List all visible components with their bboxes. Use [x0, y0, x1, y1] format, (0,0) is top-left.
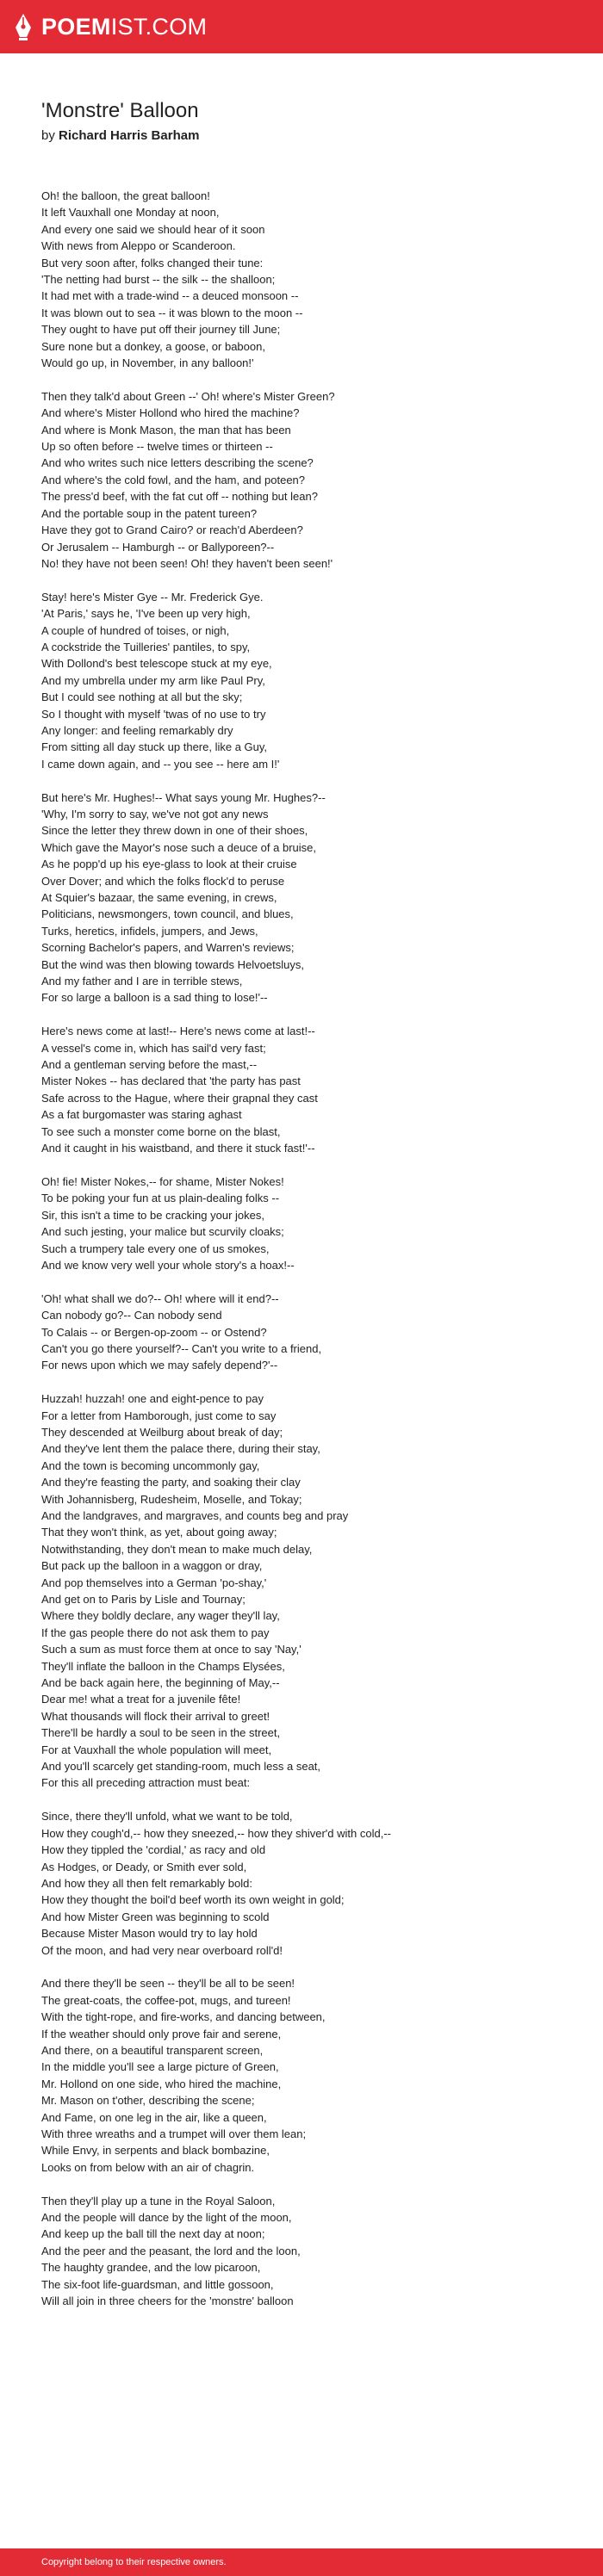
poem-line: Would go up, in November, in any balloon!' [41, 356, 254, 370]
poem-line: Huzzah! huzzah! one and eight-pence to pay [41, 1392, 264, 1406]
poem-line: From sitting all day stuck up there, like a Guy, [41, 740, 268, 754]
poem-line: And my father and I are in terrible stews, [41, 975, 243, 988]
poem-line: For this all preceding attraction must beat: [41, 1776, 251, 1790]
poem-line: With news from Aleppo or Scanderoon. [41, 239, 236, 253]
poem-line: Mr. Mason on t'other, describing the scene; [41, 2094, 255, 2108]
poem-line: And a gentleman serving before the mast,-- [41, 1058, 258, 1072]
poem-line: A couple of hundred of toises, or nigh, [41, 623, 230, 637]
poem-line: But very soon after, folks changed their tune: [41, 256, 264, 269]
poem-line: And the people will dance by the light of the moon, [41, 2211, 292, 2224]
poem-line: Stay! here's Mister Gye -- Mr. Frederick Gye. [41, 590, 264, 604]
poem-line: And we know very well your whole story's a hoax!-- [41, 1258, 295, 1272]
poem-line: As Hodges, or Deady, or Smith ever sold, [41, 1860, 247, 1873]
poem-line: A vessel's come in, which has sail'd very fast; [41, 1041, 266, 1055]
poem-line: They ought to have put off their journey till June; [41, 323, 281, 337]
poem-line: Sir, this isn't a time to be cracking your jokes, [41, 1208, 264, 1222]
poem-line: For so large a balloon is a sad thing to lose!'-- [41, 991, 268, 1005]
poem-line: Turks, heretics, infidels, jumpers, and Jews, [41, 924, 258, 938]
poem-line: Sure none but a donkey, a goose, or baboon, [41, 339, 265, 353]
poem-line: If the weather should only prove fair and serene, [41, 2027, 282, 2040]
poem-line: The haughty grandee, and the low picaroon, [41, 2261, 261, 2275]
poem-line: Up so often before -- twelve times or thirteen -- [41, 440, 273, 454]
poem-stanza [41, 1808, 575, 1959]
poem-line: And my umbrella under my arm like Paul Pry, [41, 673, 265, 687]
poem-line: With Johannisberg, Rudesheim, Moselle, and Tokay; [41, 1492, 302, 1506]
poem-line: And Fame, on one leg in the air, like a queen, [41, 2110, 267, 2124]
poem-line: But here's Mr. Hughes!-- What says young Mr. Hughes?-- [41, 790, 326, 804]
poem-line: And pop themselves into a German 'po-shay,' [41, 1576, 267, 1589]
poem-line: They descended at Weilburg about break of day; [41, 1425, 283, 1439]
poem-line: The great-coats, the coffee-pot, mugs, and tureen! [41, 1993, 291, 2007]
poem-line: It was blown out to sea -- it was blown to the moon -- [41, 306, 303, 319]
poem-line: No! they have not been seen! Oh! they haven't been seen!' [41, 556, 333, 570]
poem-line: With three wreaths and a trumpet will over them lean; [41, 2127, 307, 2140]
poem-line: Over Dover; and which the folks flock'd to peruse [41, 874, 285, 888]
poem-line: And who writes such nice letters describing the scene? [41, 456, 314, 470]
poem-line: And keep up the ball till the next day at noon; [41, 2227, 265, 2241]
poem-line: 'Why, I'm sorry to say, we've not got any news [41, 807, 269, 820]
poem-line: And where is Monk Mason, the man that has been [41, 423, 291, 437]
poem-line: There'll be hardly a soul to be seen in the street, [41, 1726, 281, 1740]
poem-line: Mister Nokes -- has declared that 'the party has past [41, 1074, 301, 1088]
poem-line: And where's the cold fowl, and the ham, and poteen? [41, 473, 306, 486]
poem-line: They'll inflate the balloon in the Champs Elysées, [41, 1659, 285, 1673]
poem-line: Politicians, newsmongers, town council, and blues, [41, 907, 294, 921]
poem-line: Since, there they'll unfold, what we want to be told, [41, 1810, 293, 1824]
poem-line: And the portable soup in the patent tureen? [41, 506, 258, 520]
poem-line: What thousands will flock their arrival to greet! [41, 1709, 270, 1723]
pen-nib-icon [14, 13, 33, 40]
poem-line: The six-foot life-guardsman, and little gossoon, [41, 2277, 274, 2291]
poem-title: 'Monstre' Balloon [41, 99, 199, 122]
poem-line: Which gave the Mayor's nose such a deuce of a bruise, [41, 840, 316, 854]
poem-line: And it caught in his waistband, and there it stuck fast!'-- [41, 1142, 315, 1155]
poem-line: Because Mister Mason would try to lay hold [41, 1927, 258, 1941]
poem-line: As a fat burgomaster was staring aghast [41, 1108, 242, 1122]
poem-line: And the town is becoming uncommonly gay, [41, 1458, 260, 1472]
poem-line: Any longer: and feeling remarkably dry [41, 723, 233, 737]
poem-line: For a letter from Hamborough, just come to say [41, 1409, 277, 1422]
poem-line: And where's Mister Hollond who hired the machine? [41, 406, 300, 420]
poem-line: And there, on a beautiful transparent screen, [41, 2043, 264, 2057]
poem-line: In the middle you'll see a large picture of Green, [41, 2060, 279, 2074]
poem-line: Oh! the balloon, the great balloon! [41, 189, 210, 202]
poem-line: For news upon which we may safely depend?'-- [41, 1359, 278, 1372]
poem-line: Or Jerusalem -- Hamburgh -- or Ballyporeen?-- [41, 540, 275, 554]
poem-line: How they tippled the 'cordial,' as racy and old [41, 1843, 266, 1857]
poem-stanza [41, 790, 575, 1006]
poem-line: If the gas people there do not ask them to pay [41, 1625, 270, 1639]
poem-stanza [41, 388, 575, 572]
poem-line: And the landgraves, and margraves, and counts beg and pray [41, 1508, 349, 1522]
poem-line: 'Oh! what shall we do?-- Oh! where will it end?-- [41, 1291, 279, 1305]
poem-line: For at Vauxhall the whole population will meet, [41, 1743, 272, 1756]
poem-line: Scorning Bachelor's papers, and Warren's reviews; [41, 941, 295, 955]
poem-line: And be back again here, the beginning of May,-- [41, 1676, 280, 1690]
poem-line: And get on to Paris by Lisle and Tournay; [41, 1593, 246, 1607]
poem-line: Such a trumpery tale every one of us smokes, [41, 1242, 270, 1255]
poem-line: Mr. Hollond on one side, who hired the machine, [41, 2077, 282, 2090]
logo-bold-text: POEM [41, 14, 111, 40]
poem-line: But the wind was then blowing towards Helvoetsluys, [41, 957, 304, 971]
poem-stanza [41, 1023, 575, 1156]
poem-stanza [41, 589, 575, 772]
poem-line: And they've lent them the palace there, during their stay, [41, 1442, 320, 1456]
poem-line: As he popp'd up his eye-glass to look at their cruise [41, 858, 297, 871]
poem-line: Notwithstanding, they don't mean to make much delay, [41, 1542, 313, 1556]
poem-line: Can nobody go?-- Can nobody send [41, 1309, 222, 1322]
poem-line: But pack up the balloon in a waggon or dray, [41, 1559, 263, 1573]
poem-line: And every one said we should hear of it soon [41, 222, 265, 236]
poem-stanza [41, 1173, 575, 1273]
poem-line: Then they talk'd about Green --' Oh! where's Mister Green? [41, 389, 335, 403]
poem-line: Here's news come at last!-- Here's news come at last!-- [41, 1025, 315, 1038]
poem-line: Safe across to the Hague, where their grapnal they cast [41, 1091, 318, 1105]
poem-line: How they thought the boil'd beef worth its own weight in gold; [41, 1893, 345, 1907]
poem-byline [41, 127, 199, 145]
poem-line: And how they all then felt remarkably bold: [41, 1876, 252, 1890]
poem-line: The press'd beef, with the fat cut off -- nothing but lean? [41, 490, 318, 504]
poem-line: And how Mister Green was beginning to scold [41, 1910, 270, 1923]
poem-stanza [41, 1291, 575, 1374]
poem-line: That they won't think, as yet, about going away; [41, 1526, 277, 1539]
poem-line: It had met with a trade-wind -- a deuced monsoon -- [41, 289, 299, 303]
logo-wordmark [41, 12, 207, 41]
poem-body [41, 188, 575, 2326]
poem-line: Such a sum as must force them at once to say 'Nay,' [41, 1643, 302, 1656]
poem-stanza [41, 2193, 575, 2310]
poem-stanza [41, 188, 575, 371]
author-name[interactable]: Richard Harris Barham [59, 128, 200, 143]
poem-stanza [41, 1975, 575, 2176]
poem-line: Dear me! what a treat for a juvenile fête! [41, 1693, 241, 1706]
poem-line: And the peer and the peasant, the lord and the loon, [41, 2244, 301, 2257]
poem-line: Of the moon, and had very near overboard roll'd! [41, 1943, 283, 1957]
poem-line: Have they got to Grand Cairo? or reach'd Aberdeen? [41, 523, 303, 537]
poem-line: With the tight-rope, and fire-works, and dancing between, [41, 2010, 326, 2024]
site-logo[interactable] [14, 12, 207, 41]
poem-line: A cockstride the Tuilleries' pantiles, to spy, [41, 640, 251, 653]
poem-line: And such jesting, your malice but scurvily cloaks; [41, 1225, 284, 1239]
poem-line: To be poking your fun at us plain-dealing folks -- [41, 1192, 280, 1205]
site-header [0, 0, 603, 53]
poem-line: Oh! fie! Mister Nokes,-- for shame, Mister Nokes! [41, 1174, 284, 1188]
site-footer [0, 2548, 603, 2576]
poem-line: So I thought with myself 'twas of no use to try [41, 707, 266, 721]
poem-line: With Dollond's best telescope stuck at my eye, [41, 657, 272, 671]
poem-line: And there they'll be seen -- they'll be all to be seen! [41, 1977, 295, 1991]
poem-line: And they're feasting the party, and soaking their clay [41, 1476, 301, 1489]
copyright-notice: Copyright belong to their respective owners. [41, 2557, 227, 2567]
poem-line: To Calais -- or Bergen-op-zoom -- or Ostend? [41, 1325, 267, 1339]
poem-stanza [41, 1390, 575, 1792]
poem-line: How they cough'd,-- how they sneezed,-- how they shiver'd with cold,-- [41, 1826, 391, 1840]
poem-line: Where they boldly declare, any wager they'll lay, [41, 1609, 280, 1623]
poem-line: Looks on from below with an air of chagrin. [41, 2160, 255, 2174]
poem-line: But I could see nothing at all but the sky; [41, 690, 243, 704]
poem-line: Since the letter they threw down in one of their shoes, [41, 824, 308, 838]
poem-line: Can't you go there yourself?-- Can't you write to a friend, [41, 1341, 322, 1355]
poem-line: To see such a monster come borne on the blast, [41, 1124, 281, 1138]
poem-line: 'The netting had burst -- the silk -- the shalloon; [41, 273, 276, 287]
poem-line: I came down again, and -- you see -- here am I!' [41, 757, 280, 771]
logo-light-text: IST.COM [110, 14, 208, 40]
poem-line: While Envy, in serpents and black bombazine, [41, 2144, 270, 2158]
poem-line: And you'll scarcely get standing-room, much less a seat, [41, 1760, 321, 1774]
byline-prefix: by [41, 128, 55, 143]
poem-line: Will all join in three cheers for the 'monstre' balloon [41, 2294, 294, 2308]
poem-line: 'At Paris,' says he, 'I've been up very high, [41, 607, 251, 621]
poem-line: At Squier's bazaar, the same evening, in crews, [41, 891, 277, 905]
poem-line: Then they'll play up a tune in the Royal Saloon, [41, 2194, 276, 2208]
poem-line: It left Vauxhall one Monday at noon, [41, 206, 220, 220]
